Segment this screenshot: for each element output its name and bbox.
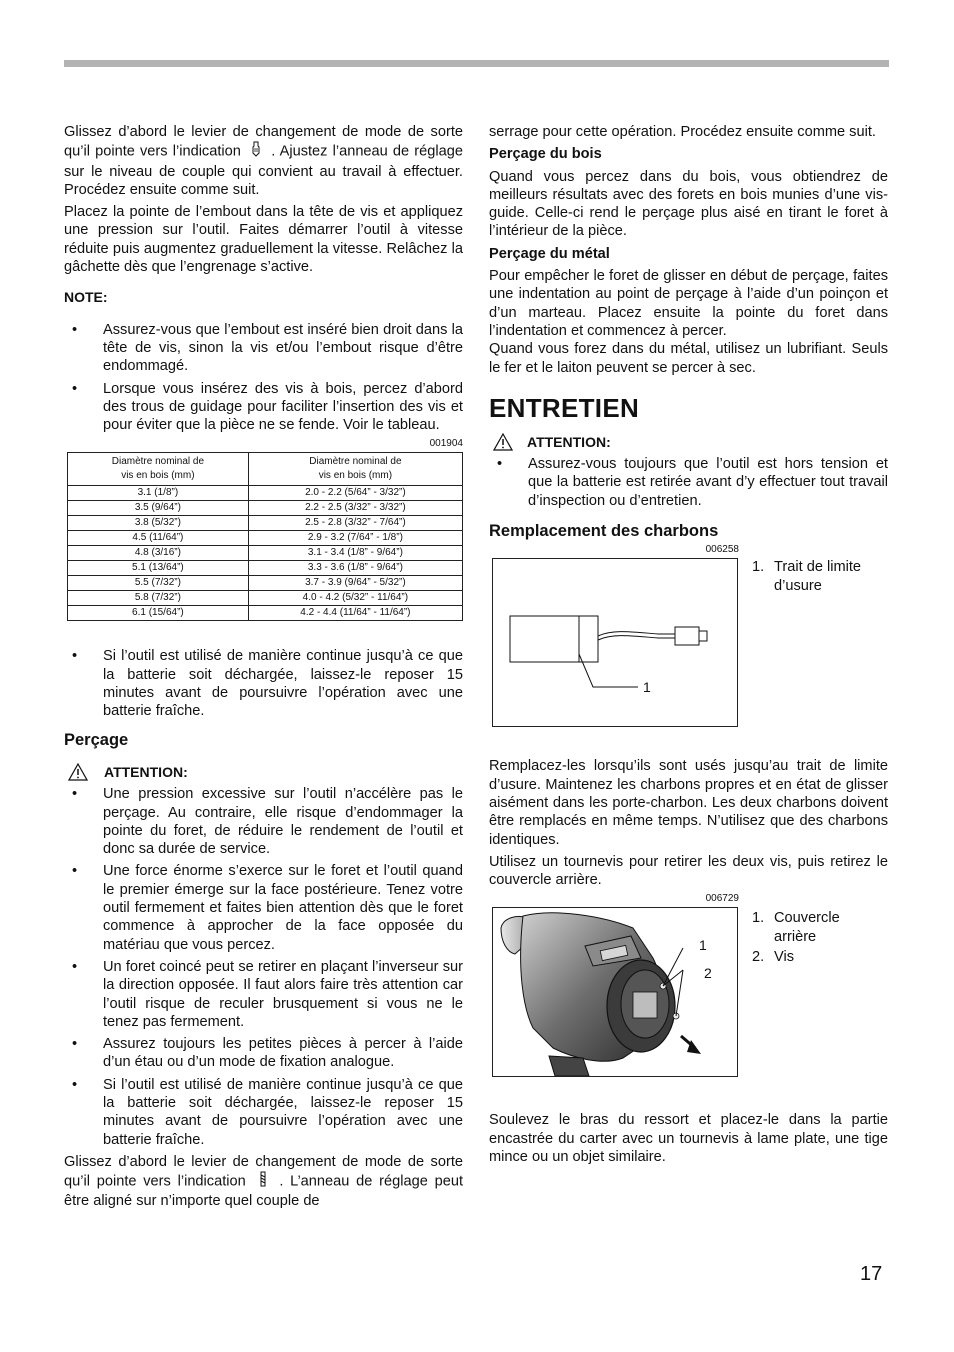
percage-item: • Une pression excessive sur l’outil n’accélère pas le perçage. Au contraire, elle risque d’endommager la pointe du foret, de réduire le rendement de l’outil et donc sa durée de service. bbox=[64, 785, 463, 858]
entretien-item: • Assurez-vous toujours que l’outil est hors tension et que la batterie est retirée avant d’y effectuer tout travail d’inspection ou d’entretien. bbox=[489, 455, 888, 510]
screw-diameter-cell: 4.5 (11/64”) bbox=[68, 531, 249, 546]
continuation-paragraph: serrage pour cette opération. Procédez ensuite comme suit. bbox=[489, 124, 876, 140]
header-rule bbox=[64, 60, 889, 67]
entretien-attention bbox=[489, 433, 888, 451]
percage-item: • Un foret coincé peut se retirer en plaçant l’inverseur sur la direction opposée. Il faut alors faire très attention car l’outil risque de reculer brusquement si vous ne le tenez pas fermement. bbox=[64, 958, 463, 1031]
metal-paragraph: Pour empêcher le foret de glisser en début de perçage, faites une indentation au point de perçage à l’aide d’un poinçon et d’un marteau. Placez ensuite la pointe du foret dans l’indentation et commencez à percer. bbox=[489, 268, 888, 339]
charbons-paragraph: Remplacez-les lorsqu’ils sont usés jusqu’au trait de limite d’usure. Maintenez les charbons propres et en état de glisser aisément dans les porte-charbon. Les deux charbons doivent être remplacés en même temps. N’utilisez que des charbons identiques. bbox=[489, 758, 888, 848]
table-row bbox=[68, 561, 463, 576]
drill-mode-paragraph bbox=[64, 1153, 463, 1211]
bois-paragraph: Quand vous percez dans du bois, vous obtiendrez de meilleurs résultats avec des forets en bois munies d’une vis-guide. Celle-ci rend le perçage plus aisé en tirant le foret à l’intérieur de la pièce. bbox=[489, 168, 888, 240]
screwing-paragraph: Placez la pointe de l’embout dans la tête de vis et appliquez une pression sur l’outil. Faites démarrer l’outil à vitesse réduite puis augmentez graduellement la vitesse. Relâchez la gâchette dès que l’engrenage s’active. bbox=[64, 204, 463, 276]
fig2-callout-1: 1 bbox=[699, 937, 707, 954]
table-row bbox=[68, 516, 463, 531]
table-row bbox=[68, 546, 463, 561]
bois-heading: Perçage du bois bbox=[489, 146, 602, 163]
fig2-code: 006729 bbox=[705, 893, 739, 905]
percage-item: • Si l’outil est utilisé de manière continue jusqu’à ce que la batterie soit déchargée, laissez-le reposer 15 minutes avant de poursuivre l’opération avec une batterie fraîche. bbox=[64, 1076, 463, 1149]
fig1-row bbox=[489, 558, 888, 727]
battery-item: • Si l’outil est utilisé de manière continue jusqu’à ce que la batterie soit déchargée, laissez-le reposer 15 minutes avant de poursuivre l’opération avec une batterie fraîche. bbox=[64, 647, 463, 720]
screw-diameter-cell: 3.8 (5/32”) bbox=[68, 516, 249, 531]
attention-label: ATTENTION: bbox=[104, 763, 188, 780]
fig2-callout-2: 2 bbox=[704, 965, 712, 982]
left-column bbox=[64, 123, 463, 1215]
percage-heading: Perçage bbox=[64, 730, 129, 749]
pilot-hole-cell: 3.3 - 3.6 (1/8” - 9/64”) bbox=[248, 561, 462, 576]
legend-text: Couvercle arrière bbox=[774, 910, 840, 945]
metal-paragraph-2: Quand vous forez dans du métal, utilisez un lubrifiant. Seuls le fer et le laiton peuvent se percer à sec. bbox=[489, 341, 888, 376]
note-item: • Assurez-vous que l’embout est inséré bien droit dans la tête de vis, sinon la vis et/ou l’embout risque d’être endommagé. bbox=[64, 321, 463, 376]
table-row bbox=[68, 576, 463, 591]
pilot-hole-cell: 2.9 - 3.2 (7/64” - 1/8”) bbox=[248, 531, 462, 546]
screw-diameter-cell: 5.1 (13/64”) bbox=[68, 561, 249, 576]
screw-mode-icon bbox=[246, 141, 266, 162]
table-header-col2: Diamètre nominal de vis en bois (mm) bbox=[248, 453, 462, 486]
legend-item bbox=[752, 558, 884, 595]
note-list bbox=[64, 321, 463, 435]
percage-item: • Une force énorme s’exerce sur le foret et l’outil quand le premier émerge sur la face postérieure. Tenez votre outil fermement et faites bien attention dès que le foret commence à approcher de la face opposée du matériau que vous percez. bbox=[64, 862, 463, 953]
page-number: 17 bbox=[860, 1263, 883, 1285]
pilot-hole-cell: 3.7 - 3.9 (9/64” - 5/32”) bbox=[248, 576, 462, 591]
pilot-hole-cell: 2.0 - 2.2 (5/64” - 3/32”) bbox=[248, 486, 462, 501]
battery-list bbox=[64, 647, 463, 720]
table-row bbox=[68, 591, 463, 606]
legend-item bbox=[752, 909, 854, 946]
drill-rear-illustration bbox=[493, 908, 737, 1076]
screw-diameter-cell: 5.8 (7/32”) bbox=[68, 591, 249, 606]
note-label: NOTE: bbox=[64, 289, 108, 306]
metal-heading: Perçage du métal bbox=[489, 245, 610, 262]
right-column bbox=[489, 123, 888, 1170]
tournevis-paragraph: Utilisez un tournevis pour retirer les deux vis, puis retirez le couvercle arrière. bbox=[489, 853, 888, 889]
fig1-code: 006258 bbox=[705, 544, 739, 556]
warning-icon bbox=[68, 763, 88, 781]
entretien-list bbox=[489, 455, 888, 510]
legend-number: 2. bbox=[752, 949, 765, 966]
screw-diameter-cell: 3.1 (1/8”) bbox=[68, 486, 249, 501]
drill-mode-text-start: Glissez d’abord le levier de changement de mode de sorte qu’il pointe vers l’indication bbox=[64, 1153, 463, 1190]
note-item: • Lorsque vous insérez des vis à bois, percez d’abord des trous de guidage pour faciliter l’insertion des vis et pour éviter que la pièce ne se fende. Voir le tableau. bbox=[64, 380, 463, 435]
screw-diameter-cell: 4.8 (3/16”) bbox=[68, 546, 249, 561]
carbon-brush-illustration bbox=[493, 559, 737, 726]
percage-attention bbox=[64, 763, 463, 781]
intro-paragraph bbox=[64, 123, 463, 199]
legend-number: 1. bbox=[752, 559, 765, 576]
screw-table bbox=[67, 452, 463, 621]
intro-text-start: Glissez d’abord le levier de changement de mode de sorte qu’il pointe vers l’indication bbox=[64, 124, 463, 160]
table-code: 001904 bbox=[429, 438, 463, 450]
drill-mode-text-end: . L’anneau de réglage peut être aligné sur n’importe quel couple de bbox=[64, 1173, 464, 1210]
screw-diameter-cell: 6.1 (15/64”) bbox=[68, 606, 249, 621]
table-row bbox=[68, 501, 463, 516]
rear-cover-figure bbox=[492, 907, 738, 1077]
legend-item bbox=[752, 948, 854, 966]
percage-item: • Assurez toujours les petites pièces à percer à l’aide d’un étau ou d’un mode de fixation analogue. bbox=[64, 1035, 463, 1072]
screw-diameter-cell: 5.5 (7/32”) bbox=[68, 576, 249, 591]
fig2-legend bbox=[752, 909, 854, 1077]
fig2-row bbox=[489, 907, 888, 1077]
entretien-heading: ENTRETIEN bbox=[489, 392, 640, 423]
pilot-hole-cell: 3.1 - 3.4 (1/8” - 9/64”) bbox=[248, 546, 462, 561]
legend-number: 1. bbox=[752, 910, 765, 927]
legend-text: Trait de limite d’usure bbox=[774, 559, 862, 594]
fig1-callout-1: 1 bbox=[643, 679, 651, 696]
carbon-brush-figure bbox=[492, 558, 738, 727]
charbons-heading: Remplacement des charbons bbox=[489, 522, 719, 541]
warning-icon bbox=[493, 433, 513, 451]
fig1-legend bbox=[752, 558, 884, 727]
ressort-paragraph: Soulevez le bras du ressort et placez-le dans la partie encastrée du carter avec un tournevis à lame plate, une tige mince ou un objet similaire. bbox=[489, 1112, 888, 1166]
pilot-hole-cell: 4.0 - 4.2 (5/32” - 11/64”) bbox=[248, 591, 462, 606]
legend-text: Vis bbox=[774, 949, 795, 966]
table-header-col1: Diamètre nominal de vis en bois (mm) bbox=[68, 453, 249, 486]
table-row bbox=[68, 531, 463, 546]
pilot-hole-cell: 2.2 - 2.5 (3/32” - 3/32”) bbox=[248, 501, 462, 516]
percage-list bbox=[64, 785, 463, 1149]
drill-mode-icon bbox=[253, 1171, 273, 1192]
table-row bbox=[68, 606, 463, 621]
pilot-hole-cell: 2.5 - 2.8 (3/32” - 7/64”) bbox=[248, 516, 462, 531]
screw-diameter-cell: 3.5 (9/64”) bbox=[68, 501, 249, 516]
intro-text-end: . Ajustez l’anneau de réglage sur le niveau de couple qui convient au travail à effectuer. Procédez ensuite comme suit. bbox=[64, 143, 463, 198]
table-row bbox=[68, 486, 463, 501]
pilot-hole-cell: 4.2 - 4.4 (11/64” - 11/64”) bbox=[248, 606, 462, 621]
attention-label: ATTENTION: bbox=[527, 433, 611, 450]
